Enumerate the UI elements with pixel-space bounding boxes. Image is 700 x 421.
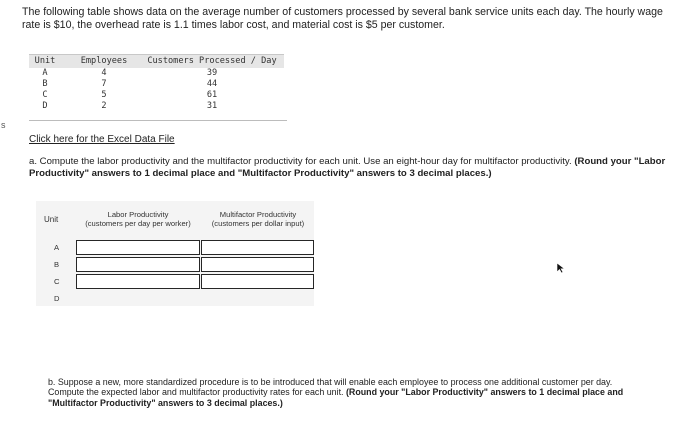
answer-row-d [36, 290, 314, 307]
unit-cell: D [42, 101, 48, 111]
col-unit-header: Unit [34, 56, 56, 66]
answer-row-a [36, 239, 314, 256]
labor-header-units: (customers per day per worker) [85, 219, 191, 228]
answer-row-unit: B [54, 260, 60, 269]
bank-units-table [29, 54, 284, 121]
table-row [29, 101, 284, 112]
labor-header-title: Labor Productivity [107, 210, 169, 219]
answer-row-unit: C [54, 277, 60, 286]
unit-cell: B [42, 79, 48, 89]
labor-productivity-input-a[interactable] [76, 240, 200, 255]
table-row [29, 90, 284, 101]
employees-cell: 7 [101, 79, 107, 89]
question-a-text: a. Compute the labor productivity and the multifactor productivity for each unit. Use an eight-hour day for multifactor productivity. [29, 156, 572, 167]
labor-productivity-input-c[interactable] [76, 274, 200, 289]
employees-cell: 4 [101, 68, 107, 78]
customers-cell: 61 [206, 90, 218, 100]
labor-productivity-header [76, 210, 200, 228]
multi-header-title: Multifactor Productivity [219, 210, 297, 219]
question-a-rounding: (Round your "Labor Productivity" answers to 1 decimal place and "Multifactor Productivity" answers to 3 decimal places.) [29, 156, 666, 179]
customers-cell: 39 [206, 68, 218, 78]
question-b [48, 377, 638, 408]
col-customers-header: Customers Processed / Day [147, 56, 277, 66]
labor-productivity-input-b[interactable] [76, 257, 200, 272]
question-b-rounding: (Round your "Labor Productivity" answers to 1 decimal place and "Multifactor Productivity" answers to 3 decimal places.) [48, 387, 624, 408]
excel-data-file-link[interactable]: Click here for the Excel Data File [29, 134, 175, 145]
table-row [29, 79, 284, 90]
multifactor-productivity-input-a[interactable] [201, 240, 314, 255]
answer-grid [36, 201, 314, 306]
table-row [29, 68, 284, 79]
customers-cell: 44 [206, 79, 218, 89]
edge-letter: s [1, 120, 6, 130]
multifactor-productivity-input-b[interactable] [201, 257, 314, 272]
employees-cell: 2 [101, 101, 107, 111]
col-employees-header: Employees [80, 56, 128, 66]
employees-cell: 5 [101, 90, 107, 100]
answer-row-unit: D [54, 294, 60, 303]
question-a [29, 156, 669, 179]
table-header [29, 54, 284, 68]
grid-unit-header: Unit [44, 215, 59, 224]
question-b-text: b. Suppose a new, more standardized procedure is to be introduced that will enable each employee to process one additional customer per day. Compute the expected labor and multifactor productivity rates for each unit. [48, 377, 613, 398]
answer-row-unit: A [54, 243, 60, 252]
multi-header-units: (customers per dollar input) [211, 219, 305, 228]
customers-cell: 31 [206, 101, 218, 111]
answer-row-c [36, 273, 314, 290]
multifactor-productivity-input-c[interactable] [201, 274, 314, 289]
answer-grid-header [36, 201, 314, 241]
mouse-pointer-icon [556, 262, 566, 274]
unit-cell: A [42, 68, 48, 78]
problem-intro: The following table shows data on the average number of customers processed by several bank service units each day. The hourly wage rate is $10, the overhead rate is 1.1 times labor cost, and material cost is $5 per customer. [22, 6, 663, 31]
table-divider [29, 120, 287, 121]
unit-cell: C [42, 90, 48, 100]
multifactor-productivity-header [202, 210, 314, 228]
answer-row-b [36, 256, 314, 273]
